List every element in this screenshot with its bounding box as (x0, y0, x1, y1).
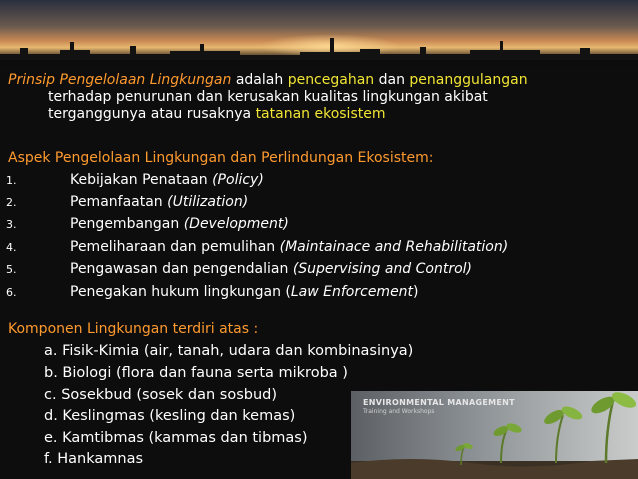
intro-line-3 (8, 106, 630, 123)
list-item-english: (Utilization) (167, 194, 249, 210)
intro-highlight-ecosystem: tatanan ekosistem (255, 106, 386, 122)
list-number: 3. (6, 218, 17, 231)
city-skyline-silhouette (0, 32, 638, 66)
list-item-text: Kebijakan Penataan (70, 172, 213, 188)
list-item-english: (Supervising and Control) (292, 261, 473, 277)
list-item-text: Pemeliharaan dan pemulihan (70, 239, 280, 255)
list-item-english: (Maintainace and Rehabilitation) (279, 239, 509, 255)
list-number: 5. (6, 263, 17, 276)
list-item-english: Law Enforcement (290, 284, 414, 300)
intro-highlight-prevention: pencegahan (287, 72, 375, 88)
intro-text: dan (374, 72, 410, 88)
header-banner-image (0, 0, 638, 66)
component-item: c. Sosekbud (sosek dan sosbud) (44, 387, 278, 403)
aspects-heading: Aspek Pengelolaan Lingkungan dan Perlindungan Ekosistem: (8, 150, 434, 166)
component-item: d. Keslingmas (kesling dan kemas) (44, 408, 296, 424)
list-item-text: Pengembangan (70, 216, 184, 232)
list-number: 1. (6, 174, 17, 187)
photo-subtitle: Training and Workshops (363, 408, 435, 415)
photo-title: ENVIRONMENTAL MANAGEMENT (363, 398, 515, 407)
components-heading: Komponen Lingkungan terdiri atas : (8, 321, 259, 337)
intro-text: adalah (231, 72, 288, 88)
list-item (70, 194, 248, 211)
list-item (70, 284, 419, 301)
list-number: 2. (6, 196, 17, 209)
intro-highlight-mitigation: penanggulangan (409, 72, 528, 88)
list-item (70, 216, 289, 233)
component-item: f. Hankamnas (44, 451, 144, 467)
list-item-text: Pemanfaatan (70, 194, 168, 210)
intro-term: Prinsip Pengelolaan Lingkungan (8, 72, 232, 88)
list-item-text: Penegakan hukum lingkungan ( (70, 284, 291, 300)
intro-paragraph (8, 72, 630, 123)
intro-text: terganggunya atau rusaknya (48, 106, 256, 122)
list-number: 4. (6, 241, 17, 254)
component-item: e. Kamtibmas (kammas dan tibmas) (44, 430, 308, 446)
list-item (70, 261, 472, 278)
environmental-management-photo (351, 391, 638, 479)
list-item-english: (Development) (183, 216, 289, 232)
list-number: 6. (6, 286, 17, 299)
component-item: b. Biologi (flora dan fauna serta mikroba ) (44, 365, 348, 381)
list-item-english: (Policy) (212, 172, 264, 188)
list-item (70, 172, 264, 189)
list-item-tail: ) (413, 284, 419, 300)
list-item (70, 239, 508, 256)
intro-line-2: terhadap penurunan dan kerusakan kualitas lingkungan akibat (48, 89, 488, 105)
component-item: a. Fisik-Kimia (air, tanah, udara dan kombinasinya) (44, 343, 414, 359)
list-item-text: Pengawasan dan pengendalian (70, 261, 293, 277)
